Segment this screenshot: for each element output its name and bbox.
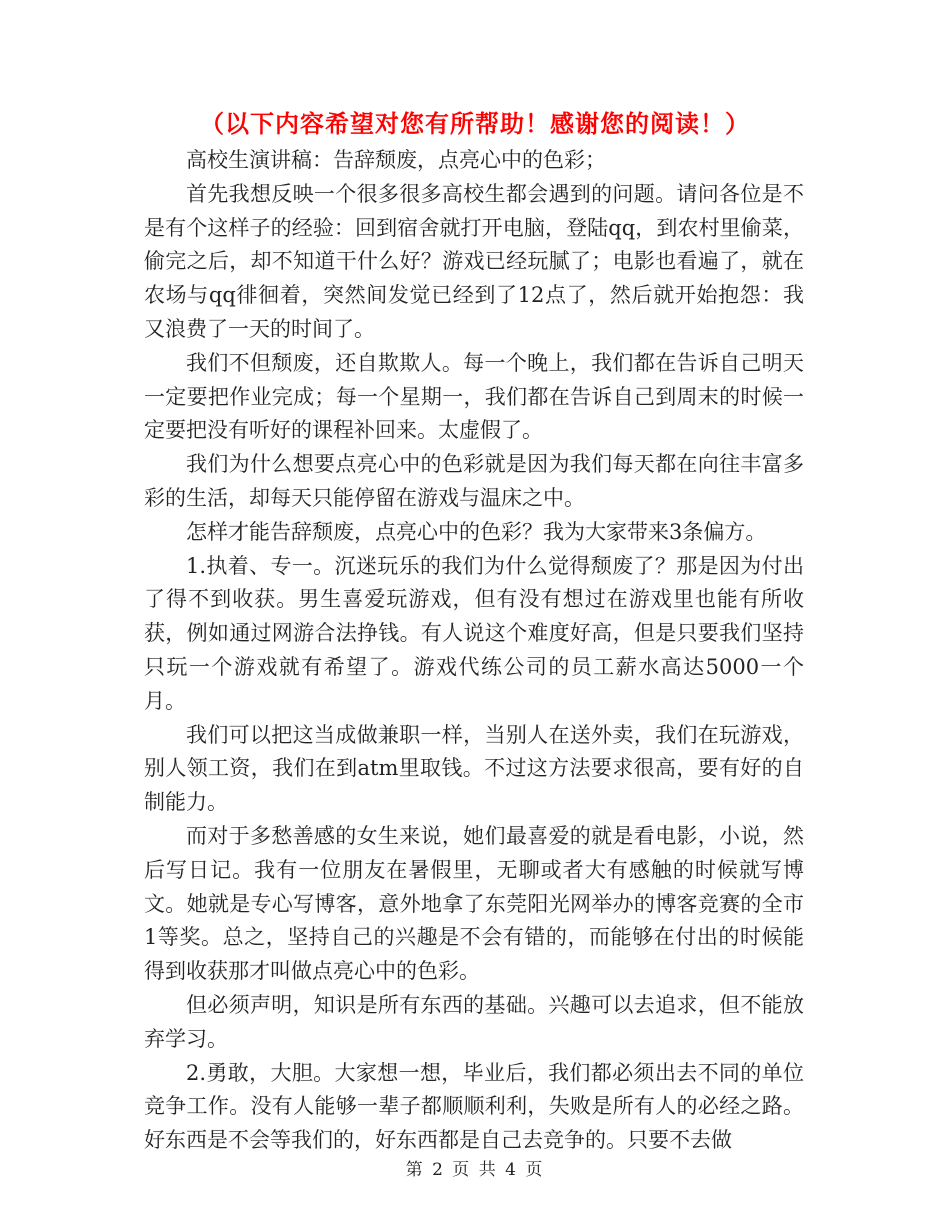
paragraph: 我们为什么想要点亮心中的色彩就是因为我们每天都在向往丰富多彩的生活，却每天只能停留在游戏与温床之中。 [144, 452, 804, 510]
paragraph: 1.执着、专一。沉迷玩乐的我们为什么觉得颓废了？那是因为付出了得不到收获。男生喜爱玩游戏，但有没有想过在游戏里也能有所收获，例如通过网游合法挣钱。有人说这个难度好高，但是只要我们坚持只玩一个游戏就有希望了。游戏代练公司的员工薪水高达5000一个月。 [144, 553, 804, 713]
document-body [144, 144, 804, 1158]
paragraph: 怎样才能告辞颓废，点亮心中的色彩？我为大家带来3条偏方。 [186, 519, 767, 544]
paragraph: 我们可以把这当成做兼职一样，当别人在送外卖，我们在玩游戏，别人领工资，我们在到atm里取钱。不过这方法要求很高，要有好的自制能力。 [144, 722, 804, 815]
paragraph: 而对于多愁善感的女生来说，她们最喜爱的就是看电影，小说，然后写日记。我有一位朋友在暑假里，无聊或者大有感触的时候就写博文。她就是专心写博客，意外地拿了东莞阳光网举办的博客竞赛的全市1等奖。总之，坚持自己的兴趣是不会有错的，而能够在付出的时候能得到收获那才叫做点亮心中的色彩。 [144, 823, 804, 984]
page-number-footer: 第 2 页 共 4 页 [405, 1160, 545, 1180]
paragraph: 首先我想反映一个很多很多高校生都会遇到的问题。请问各位是不是有个这样子的经验：回到宿舍就打开电脑，登陆qq，到农村里偷菜，偷完之后，却不知道干什么好？游戏已经玩腻了；电影也看遍了，就在农场与qq徘徊着，突然间发觉已经到了12点了，然后就开始抱怨：我又浪费了一天的时间了。 [144, 181, 804, 341]
paragraph: 但必须声明，知识是所有东西的基础。兴趣可以去追求，但不能放弃学习。 [144, 992, 804, 1051]
header-banner: （以下内容希望对您有所帮助！感谢您的阅读！） [200, 110, 750, 138]
paragraph: 我们不但颓废，还自欺欺人。每一个晚上，我们都在告诉自己明天一定要把作业完成；每一个星期一，我们都在告诉自己到周末的时候一定要把没有听好的课程补回来。太虚假了。 [144, 350, 804, 443]
speech-title: 高校生演讲稿：告辞颓废，点亮心中的色彩； [186, 148, 606, 172]
paragraph: 2.勇敢，大胆。大家想一想，毕业后，我们都必须出去不同的单位竞争工作。没有人能够一辈子都顺顺利利，失败是所有人的必经之路。好东西是不会等我们的，好东西都是自己去竞争的。只要不去做 [144, 1060, 804, 1153]
